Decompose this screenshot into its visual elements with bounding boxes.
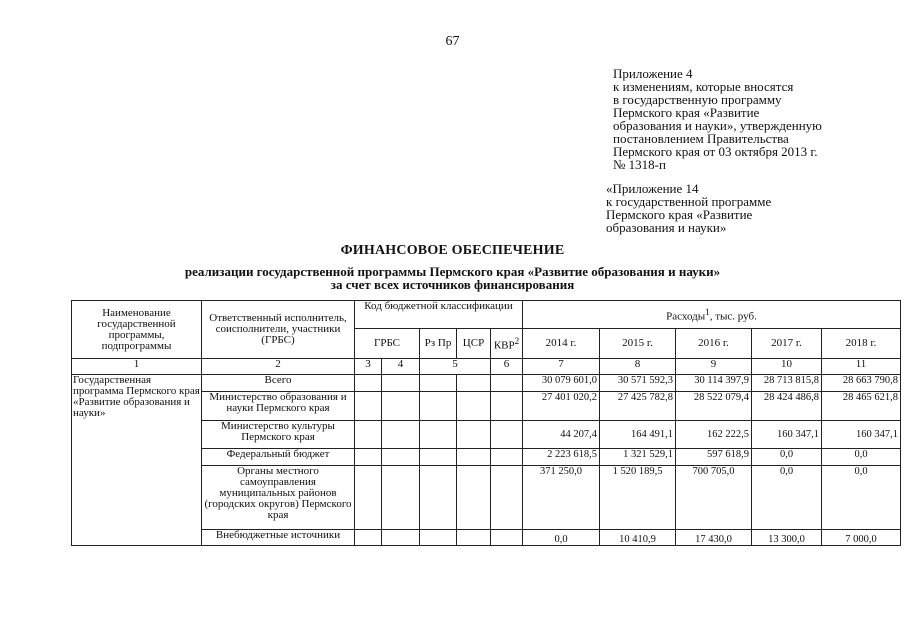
col-number: 10 xyxy=(752,359,822,375)
col-number: 3 xyxy=(355,359,382,375)
value-cell: 28 424 486,8 xyxy=(752,392,822,421)
value-cell: 28 663 790,8 xyxy=(822,375,901,392)
executor-cell: Министерство образования и науки Пермского края xyxy=(202,392,355,421)
value-cell: 162 222,5 xyxy=(676,421,752,449)
page-number: 67 xyxy=(445,34,460,49)
header-year-2014: 2014 г. xyxy=(523,329,600,359)
code-cell xyxy=(382,449,420,466)
header-rz-pr: Рз Пр xyxy=(420,329,457,359)
header-executor: Ответственный исполнитель, соисполнители, участники (ГРБС) xyxy=(202,301,355,359)
col-number: 6 xyxy=(491,359,523,375)
header-year-2016: 2016 г. xyxy=(676,329,752,359)
value-cell: 160 347,1 xyxy=(822,421,901,449)
col-number: 1 xyxy=(72,359,202,375)
code-cell xyxy=(457,449,491,466)
col-number: 8 xyxy=(600,359,676,375)
code-cell xyxy=(491,530,523,546)
executor-cell: Федеральный бюджет xyxy=(202,449,355,466)
header-expenses xyxy=(523,301,901,329)
code-cell xyxy=(382,466,420,530)
appendix-14-note: «Приложение 14 к государственной программе Пермского края «Развитие образования и науки» xyxy=(606,181,772,235)
col-number: 5 xyxy=(420,359,491,375)
value-cell: 28 465 621,8 xyxy=(822,392,901,421)
code-cell xyxy=(382,530,420,546)
code-cell xyxy=(491,392,523,421)
value-cell: 2 223 618,5 xyxy=(523,449,600,466)
executor-cell: Внебюджетные источники xyxy=(202,530,355,546)
header-budget-code: Код бюджетной классификации xyxy=(355,301,523,329)
value-cell: 13 300,0 xyxy=(752,530,822,546)
value-cell: 597 618,9 xyxy=(676,449,752,466)
value-cell: 371 250,0 xyxy=(523,466,600,530)
value-cell: 17 430,0 xyxy=(676,530,752,546)
col-number: 11 xyxy=(822,359,901,375)
value-cell: 44 207,4 xyxy=(523,421,600,449)
value-cell: 27 425 782,8 xyxy=(600,392,676,421)
code-cell xyxy=(420,421,457,449)
header-csr: ЦСР xyxy=(457,329,491,359)
value-cell: 7 000,0 xyxy=(822,530,901,546)
value-cell: 164 491,1 xyxy=(600,421,676,449)
executor-cell: Министерство культуры Пермского края xyxy=(202,421,355,449)
subtitle-line-2: за счет всех источников финансирования xyxy=(330,277,575,292)
code-cell xyxy=(382,392,420,421)
code-cell xyxy=(355,466,382,530)
table-row xyxy=(72,375,901,392)
code-cell xyxy=(355,530,382,546)
header-kvr xyxy=(491,329,523,359)
value-cell: 160 347,1 xyxy=(752,421,822,449)
code-cell xyxy=(420,449,457,466)
value-cell: 700 705,0 xyxy=(676,466,752,530)
value-cell: 28 522 079,4 xyxy=(676,392,752,421)
col-number: 2 xyxy=(202,359,355,375)
code-cell xyxy=(420,530,457,546)
appendix-4-note: Приложение 4 к изменениям, которые вносятся в государственную программу Пермского края «Развитие образования и науки», утвержденную постановлением Правительства Пермского края от 03 октября 2013 г. № 1318-п xyxy=(613,66,822,172)
header-kvr-label: КВР xyxy=(493,339,515,352)
code-cell xyxy=(382,421,420,449)
header-year-2015: 2015 г. xyxy=(600,329,676,359)
executor-cell: Органы местного самоуправления муниципальных районов (городских округов) Пермского края xyxy=(202,466,355,530)
col-number: 7 xyxy=(523,359,600,375)
code-cell xyxy=(457,421,491,449)
program-name-cell: Государственная программа Пермского края «Развитие образования и науки» xyxy=(72,375,202,546)
header-row-1 xyxy=(72,301,901,329)
footnote-2-marker: 2 xyxy=(514,335,520,346)
code-cell xyxy=(457,392,491,421)
code-cell xyxy=(491,375,523,392)
value-cell: 1 321 529,1 xyxy=(600,449,676,466)
value-cell: 0,0 xyxy=(822,449,901,466)
header-expenses-label: Расходы xyxy=(666,310,706,323)
document-subtitle xyxy=(0,265,905,291)
header-program-name: Наименование государственной программы, подпрограммы xyxy=(72,301,202,359)
code-cell xyxy=(491,449,523,466)
header-grbs: ГРБС xyxy=(355,329,420,359)
executor-cell: Всего xyxy=(202,375,355,392)
code-cell xyxy=(420,466,457,530)
value-cell: 30 114 397,9 xyxy=(676,375,752,392)
code-cell xyxy=(355,449,382,466)
code-cell xyxy=(382,375,420,392)
code-cell xyxy=(420,392,457,421)
footnote-1-marker: 1 xyxy=(705,306,710,317)
financing-table xyxy=(71,300,901,546)
code-cell xyxy=(420,375,457,392)
code-cell xyxy=(457,375,491,392)
document-title: ФИНАНСОВОЕ ОБЕСПЕЧЕНИЕ xyxy=(340,243,565,258)
code-cell xyxy=(457,530,491,546)
code-cell xyxy=(355,375,382,392)
column-number-row xyxy=(72,359,901,375)
value-cell: 0,0 xyxy=(822,466,901,530)
col-number: 4 xyxy=(382,359,420,375)
header-year-2017: 2017 г. xyxy=(752,329,822,359)
value-cell: 27 401 020,2 xyxy=(523,392,600,421)
value-cell: 0,0 xyxy=(752,466,822,530)
subtitle-line-1: реализации государственной программы Пермского края «Развитие образования и науки» xyxy=(184,264,721,279)
value-cell: 1 520 189,5 xyxy=(600,466,676,530)
value-cell: 0,0 xyxy=(523,530,600,546)
code-cell xyxy=(457,466,491,530)
col-number: 9 xyxy=(676,359,752,375)
code-cell xyxy=(355,421,382,449)
value-cell: 0,0 xyxy=(752,449,822,466)
header-year-2018: 2018 г. xyxy=(822,329,901,359)
code-cell xyxy=(355,392,382,421)
header-expenses-unit: , тыс. руб. xyxy=(709,310,757,323)
code-cell xyxy=(491,466,523,530)
value-cell: 28 713 815,8 xyxy=(752,375,822,392)
value-cell: 10 410,9 xyxy=(600,530,676,546)
value-cell: 30 079 601,0 xyxy=(523,375,600,392)
code-cell xyxy=(491,421,523,449)
value-cell: 30 571 592,3 xyxy=(600,375,676,392)
